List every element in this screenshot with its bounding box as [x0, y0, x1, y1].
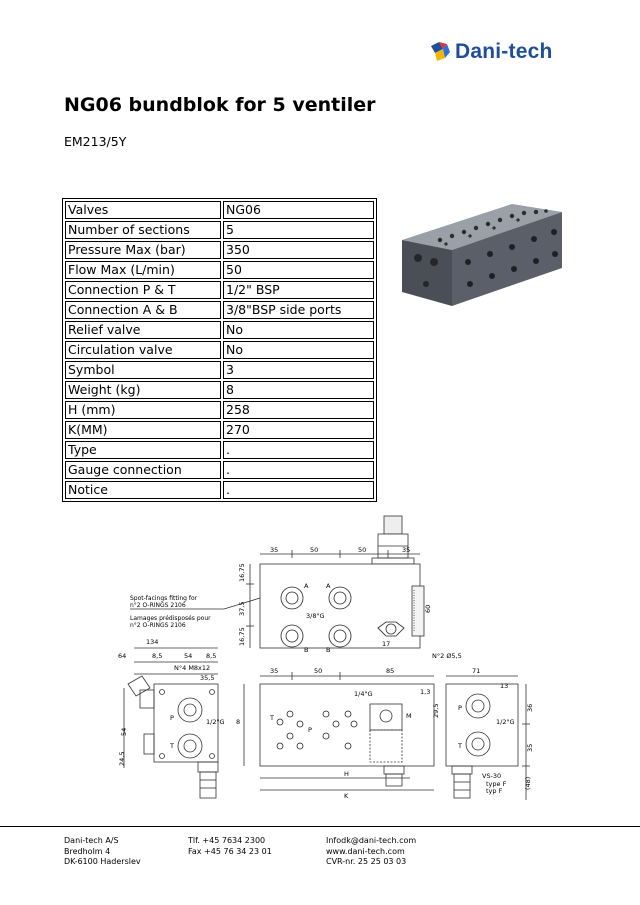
spec-label: K(MM) — [65, 421, 221, 439]
label-p-left: P — [170, 714, 174, 722]
spec-value: 50 — [223, 261, 374, 279]
table-row — [65, 301, 374, 319]
dim-top-0: 35 — [270, 546, 279, 554]
footer-email[interactable]: Infodk@dani-tech.com — [326, 836, 417, 845]
footer-phone — [188, 836, 272, 857]
spec-label: Circulation valve — [65, 341, 221, 359]
brand-logo — [428, 38, 588, 68]
m-label: M — [406, 712, 412, 720]
footer-website[interactable]: www.dani-tech.com — [326, 846, 405, 856]
table-row — [65, 221, 374, 239]
dim-misc-8: 8 — [236, 718, 241, 726]
spec-value: 8 — [223, 381, 374, 399]
label-b1: B — [304, 646, 309, 654]
dim-side-2: 16,75 — [238, 627, 246, 646]
table-row — [65, 481, 374, 499]
label-a2: A — [326, 582, 331, 590]
pt-label: 1/4"G — [354, 690, 373, 698]
note-line-4: n°2 O-RINGS 2106 — [130, 622, 186, 629]
spec-value: 1/2" BSP — [223, 281, 374, 299]
dim-top-3: 35 — [402, 546, 411, 554]
spec-label: Gauge connection — [65, 461, 221, 479]
label-t-right: T — [458, 742, 462, 750]
logo-cubes-icon — [428, 38, 454, 64]
spec-label: Valves — [65, 201, 221, 219]
dim-left-2: 8,5 — [152, 652, 163, 660]
note-line-3: Lamages prédisposés pour — [130, 615, 211, 622]
table-row — [65, 241, 374, 259]
dim-side-0: 16,75 — [238, 563, 246, 582]
product-photo — [394, 196, 566, 316]
footer-cvr: CVR-nr. 25 25 03 03 — [326, 857, 407, 866]
dim-front-1: 50 — [314, 667, 323, 675]
dim-left-3: 54 — [184, 652, 193, 660]
footer-city: DK-6100 Haderslev — [64, 857, 141, 866]
dim-top-1: 50 — [310, 546, 319, 554]
dim-misc-13: 1,3 — [420, 688, 431, 696]
dim-left-5: 35,5 — [200, 674, 215, 682]
note-line-1: Spot-facings fitting for — [130, 595, 198, 602]
spec-value: NG06 — [223, 201, 374, 219]
front-view — [244, 672, 434, 790]
side-dim-35: 35 — [526, 743, 534, 752]
dim-misc-24: 24,5 — [118, 751, 126, 766]
footer-fax: Fax +45 76 34 23 01 — [188, 846, 272, 856]
table-row — [65, 201, 374, 219]
dim-left-0: 134 — [146, 638, 159, 646]
label-t-front: T — [270, 714, 274, 722]
table-row — [65, 401, 374, 419]
dim-misc-60: 60 — [424, 604, 432, 613]
spec-label: H (mm) — [65, 401, 221, 419]
side-dim-13: 13 — [500, 682, 509, 690]
page-title: NG06 bundblok for 5 ventiler — [64, 94, 376, 116]
spec-value: . — [223, 461, 374, 479]
spec-value: 270 — [223, 421, 374, 439]
technical-drawing — [64, 510, 544, 810]
spec-value: 5 — [223, 221, 374, 239]
pt-thread-left: 1/2"G — [206, 718, 225, 726]
type-f2: typ F — [486, 787, 503, 795]
spec-label: Flow Max (L/min) — [65, 261, 221, 279]
table-row — [65, 321, 374, 339]
pin-note: N°2 Ø5,5 — [432, 652, 462, 660]
spec-label: Notice — [65, 481, 221, 499]
spec-value: No — [223, 321, 374, 339]
spec-label: Pressure Max (bar) — [65, 241, 221, 259]
spec-table — [62, 198, 377, 502]
table-row — [65, 461, 374, 479]
dim-misc-29: 29,5 — [432, 703, 440, 718]
side-dim-48: (48) — [524, 776, 532, 790]
label-b2: B — [326, 646, 331, 654]
label-t-left: T — [170, 742, 174, 750]
spec-value: No — [223, 341, 374, 359]
type-f: type F — [486, 780, 507, 788]
spec-label: Relief valve — [65, 321, 221, 339]
spec-value: . — [223, 481, 374, 499]
spec-value: 350 — [223, 241, 374, 259]
top-view — [246, 516, 424, 648]
footer-divider — [0, 826, 640, 827]
label-thread: 3/8"G — [306, 612, 325, 620]
footer-contact — [326, 836, 416, 868]
spec-label: Number of sections — [65, 221, 221, 239]
spec-value: 3 — [223, 361, 374, 379]
spec-value: 3/8"BSP side ports — [223, 301, 374, 319]
dim-left-1: 64 — [118, 652, 127, 660]
footer-street: Bredholm 4 — [64, 846, 111, 856]
dim-h: H — [344, 770, 349, 778]
note-line-2: n°2 O-RINGS 2106 — [130, 602, 186, 609]
dim-misc-54: 54 — [120, 727, 128, 736]
spec-value: . — [223, 441, 374, 459]
dim-side-1: 37,5 — [238, 601, 246, 616]
dim-misc-17: 17 — [382, 640, 391, 648]
dim-front-2: 85 — [386, 667, 395, 675]
label-a1: A — [304, 582, 309, 590]
spec-label: Symbol — [65, 361, 221, 379]
table-row — [65, 341, 374, 359]
spec-value: 258 — [223, 401, 374, 419]
side-dim-71: 71 — [472, 667, 481, 675]
footer-company: Dani-tech A/S — [64, 836, 119, 845]
screw-note: N°4 M8x12 — [174, 664, 211, 672]
brand-name: Dani-tech — [455, 40, 553, 63]
spec-label: Connection P & T — [65, 281, 221, 299]
spec-label: Weight (kg) — [65, 381, 221, 399]
dim-left-4: 8,5 — [206, 652, 217, 660]
dim-front-0: 35 — [270, 667, 279, 675]
side-dim-36: 36 — [526, 703, 534, 712]
label-p-front: P — [308, 726, 312, 734]
dim-top-2: 50 — [358, 546, 367, 554]
footer-address — [64, 836, 141, 868]
table-row — [65, 381, 374, 399]
pt-thread-right: 1/2"G — [496, 718, 515, 726]
spec-label: Type — [65, 441, 221, 459]
table-row — [65, 361, 374, 379]
table-row — [65, 421, 374, 439]
footer-tel: Tlf. +45 7634 2300 — [188, 836, 266, 845]
table-row — [65, 281, 374, 299]
vs-note: VS-30 — [482, 772, 502, 780]
label-p-right: P — [458, 704, 462, 712]
dim-k: K — [344, 792, 349, 800]
spec-label: Connection A & B — [65, 301, 221, 319]
table-row — [65, 441, 374, 459]
product-code: EM213/5Y — [64, 134, 127, 149]
table-row — [65, 261, 374, 279]
